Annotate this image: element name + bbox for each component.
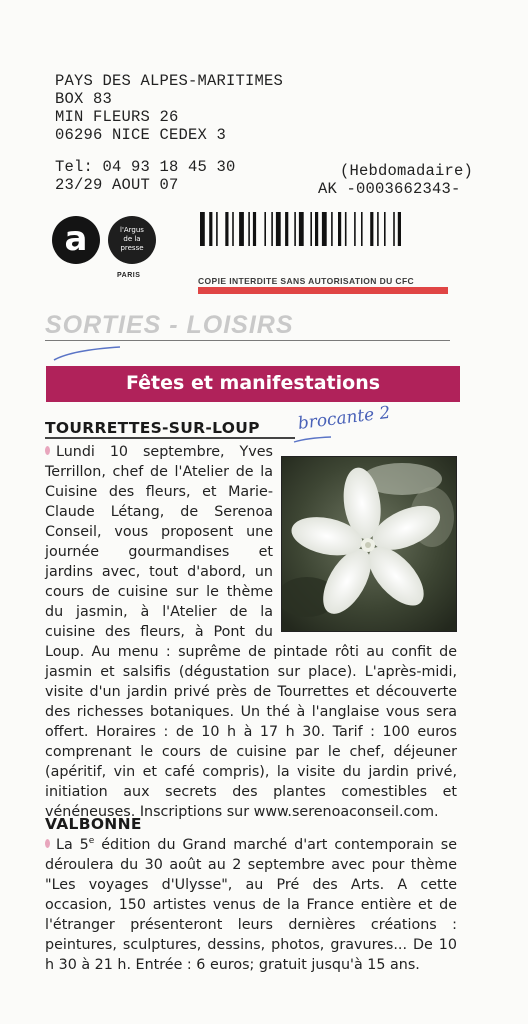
barcode-bar (264, 212, 266, 246)
barcode-bar (225, 212, 228, 246)
frequency: (Hebdomadaire) (340, 162, 474, 180)
publisher-address (55, 72, 283, 144)
barcode-bar (276, 212, 281, 246)
section-divider (45, 340, 450, 341)
barcode-bar (271, 212, 273, 246)
telephone: Tel: 04 93 18 45 30 (55, 158, 236, 176)
heading-underline (45, 437, 295, 439)
barcode-bar (310, 212, 312, 246)
copyright-bar (198, 287, 448, 294)
article-text: Lundi 10 septembre, Yves Terrillon, chef de l'Atelier de la Cuisine des fleurs, et Marie-Claude Létang, de Serenoa Conseil, vous proposent une journée gourmandises et jardins avec, tout d'abord, un cours de cuisine sur le thème du jasmin, à l'Atelier de la cuisine des fleurs, à Pont du Loup. Au menu : suprême de pintade rôti au confit de jasmin et salsifis (dégustation sur place). L'après-midi, visite d'un jardin privé près de Tourrettes et découverte des richesses botaniques. Un thé à l'anglaise vous sera offert. Horaires : de 10 h à 17 h 30. Tarif : 100 euros comprenant le cours de cuisine par le chef, déjeuner (apéritif, vin et café compris), la visite du jardin privé, initiation aux secrets des plantes comestibles et vénéneuses. Inscriptions sur www.serenoaconseil.com. (45, 444, 457, 820)
white-jasmine-flower-photo (281, 456, 457, 632)
barcode-bar (338, 212, 341, 246)
handwritten-annotation: brocante 2 (296, 402, 392, 434)
address-line: BOX 83 (55, 90, 113, 108)
barcode-bar (398, 212, 401, 246)
logo-text: l'Argus (120, 226, 144, 234)
issue-date: 23/29 AOUT 07 (55, 176, 179, 194)
bullet-icon (45, 839, 50, 848)
photo-frame (281, 456, 457, 634)
bullet-icon (45, 446, 50, 455)
barcode (200, 212, 450, 246)
logo-text: presse (120, 244, 144, 252)
banner-title: Fêtes et manifestations (125, 372, 381, 394)
reference-number: AK -0003662343- (318, 180, 461, 198)
barcode-bar (209, 212, 212, 246)
article-city-heading: VALBONNE (45, 815, 142, 833)
barcode-bar (299, 212, 304, 246)
superscript: e (88, 836, 95, 847)
article-body (45, 442, 457, 822)
barcode-bar (315, 212, 318, 246)
barcode-bar (248, 212, 250, 246)
barcode-bar (393, 212, 395, 246)
article-city-heading: TOURRETTES-SUR-LOUP (45, 419, 260, 437)
barcode-bar (253, 212, 256, 246)
pen-stroke-icon (52, 344, 122, 364)
barcode-bar (377, 212, 379, 246)
barcode-bar (345, 212, 347, 246)
barcode-bar (370, 212, 373, 246)
barcode-bar (232, 212, 234, 246)
address-line: 06296 NICE CEDEX 3 (55, 126, 227, 144)
logo-text: de la (123, 235, 141, 243)
barcode-bar (331, 212, 333, 246)
article-text: La 5 (56, 837, 89, 853)
logo-letter: a (64, 219, 88, 259)
barcode-bar (216, 212, 218, 246)
address-line: MIN FLEURS 26 (55, 108, 179, 126)
address-line: PAYS DES ALPES-MARITIMES (55, 72, 284, 90)
publisher-contact (55, 158, 236, 194)
argus-a-logo (52, 216, 100, 264)
article-body (45, 835, 457, 975)
article-text: édition du Grand marché d'art contemporain se déroulera du 30 août au 2 septembre avec pour thème "Les voyages d'Ulysse", au Pré des Arts. A cette occasion, 150 artistes venus de la France entière et de l'étranger présenteront leurs dernières créations : peintures, sculptures, dessins, photos, gravures... De 10 h 30 à 21 h. Entrée : 6 euros; gratuit jusqu'à 15 ans. (45, 837, 457, 973)
copyright-notice: COPIE INTERDITE SANS AUTORISATION DU CFC (198, 276, 415, 286)
barcode-bar (361, 212, 363, 246)
barcode-bar (294, 212, 296, 246)
argus-presse-logo (108, 216, 156, 264)
barcode-bar (384, 212, 386, 246)
barcode-bar (322, 212, 327, 246)
publication-reference (318, 162, 473, 198)
barcode-bar (285, 212, 288, 246)
barcode-bar (200, 212, 205, 246)
logo-city: PARIS (117, 272, 141, 279)
barcode-bar (354, 212, 356, 246)
section-title: SORTIES - LOISIRS (45, 311, 294, 339)
category-banner (46, 366, 460, 402)
barcode-bar (239, 212, 244, 246)
